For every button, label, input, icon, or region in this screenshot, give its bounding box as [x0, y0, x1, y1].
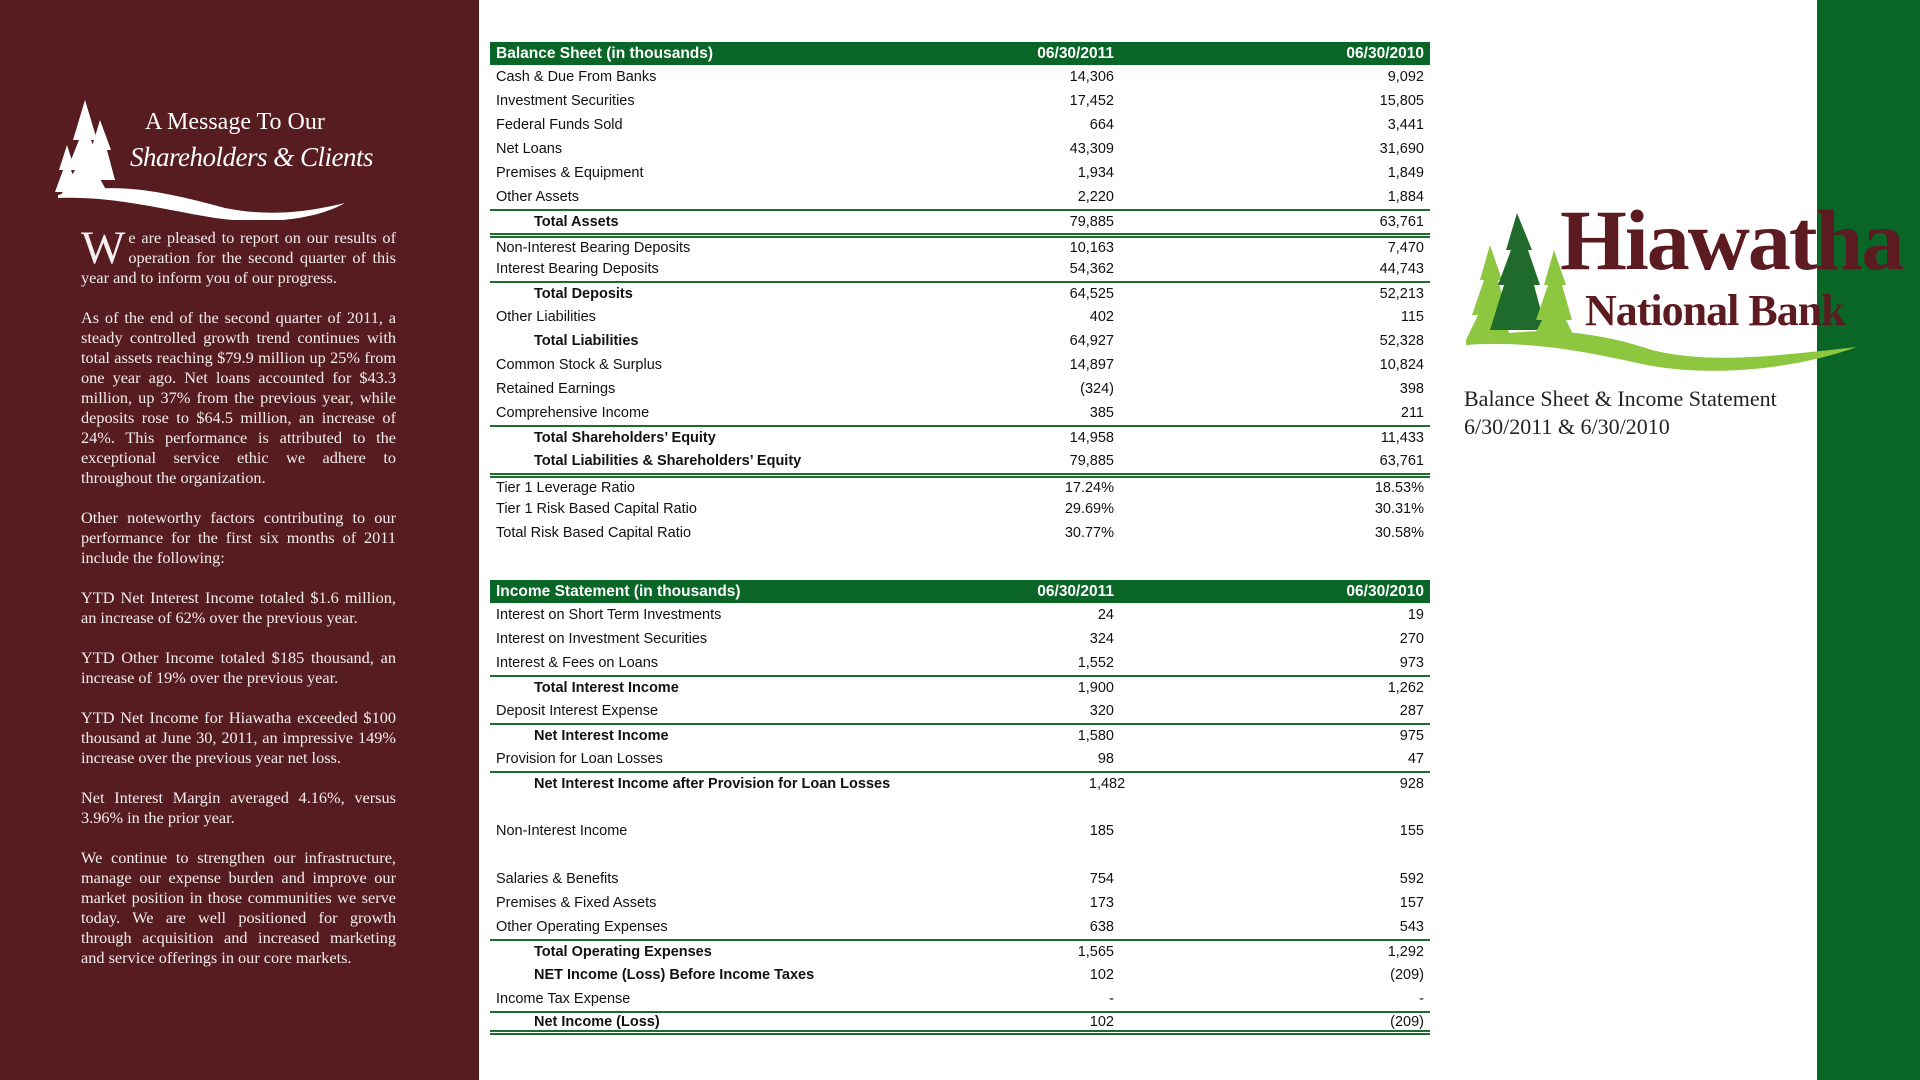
- value-2011: 30.77%: [1064, 525, 1114, 541]
- table-header: [490, 580, 1430, 603]
- column-header: Income Statement (in thousands): [496, 582, 741, 600]
- table-row: [490, 843, 1430, 867]
- letter-paragraph: Other noteworthy factors contributing to our performance for the first six months of 2011 include the following:: [81, 508, 396, 567]
- value-2011: 54,362: [1069, 261, 1114, 277]
- value-2011: 64,927: [1069, 333, 1114, 349]
- total-row: [490, 209, 1430, 233]
- row-label: Net Interest Income after Provision for Loan Losses: [534, 776, 891, 792]
- value-2010: 44,743: [1379, 261, 1424, 277]
- table-row: [490, 377, 1430, 401]
- dropcap: W: [81, 222, 126, 274]
- value-2010: 592: [1399, 871, 1424, 887]
- value-2011: 385: [1089, 405, 1114, 421]
- shareholder-message-panel: [0, 0, 479, 1080]
- letter-paragraph: YTD Net Interest Income totaled $1.6 million, an increase of 62% over the previous year.: [81, 588, 396, 627]
- value-2010: -: [1419, 991, 1424, 1007]
- value-2010: 157: [1399, 895, 1424, 911]
- column-header: Balance Sheet (in thousands): [496, 44, 714, 62]
- letter-paragraph: YTD Other Income totaled $185 thousand, an increase of 19% over the previous year.: [81, 648, 396, 687]
- value-2010: 11,433: [1380, 430, 1424, 446]
- value-2011: 79,885: [1069, 214, 1114, 230]
- row-label: Other Operating Expenses: [496, 919, 668, 935]
- row-label: Total Assets: [534, 214, 619, 230]
- row-label: Total Operating Expenses: [534, 944, 712, 960]
- value-2011: 14,897: [1069, 357, 1114, 373]
- table-header: [490, 42, 1430, 65]
- total-row: [490, 281, 1430, 305]
- subtitle-line2: 6/30/2011 & 6/30/2010: [1464, 414, 1670, 439]
- value-2011: 664: [1089, 117, 1114, 133]
- table-row: [490, 987, 1430, 1011]
- value-2011: 79,885: [1069, 453, 1114, 469]
- green-accent-bar: [1817, 0, 1920, 1080]
- table-row: [490, 521, 1430, 545]
- total-row: [490, 1011, 1430, 1035]
- value-2011: 402: [1089, 309, 1114, 325]
- value-2010: 287: [1399, 703, 1424, 719]
- row-label: Total Liabilities & Shareholders’ Equity: [534, 453, 802, 469]
- bank-logo-name-line2: National Bank: [1585, 286, 1845, 335]
- table-row: [490, 305, 1430, 329]
- letter-paragraph: As of the end of the second quarter of 2011, a steady controlled growth trend continues with total assets reaching $79.9 million up 25% from one year ago. Net loans accounted for $43.3 million, up 37% from the previous year, while deposits rose to $64.5 million, an increase of 24%. This performance is attributed to the exceptional service ethic we adhere to throughout the organization.: [81, 308, 396, 487]
- row-label: Net Loans: [496, 141, 563, 157]
- value-2011: -: [1109, 991, 1114, 1007]
- table-row: [490, 699, 1430, 723]
- value-2011: 29.69%: [1064, 501, 1114, 517]
- table-row: [490, 233, 1430, 257]
- value-2011: 324: [1089, 631, 1114, 647]
- value-2011: 320: [1089, 703, 1114, 719]
- table-row: [490, 915, 1430, 939]
- value-2011: 64,525: [1069, 286, 1114, 302]
- table-row: [490, 161, 1430, 185]
- table-row: [490, 603, 1430, 627]
- row-label: Federal Funds Sold: [496, 117, 623, 133]
- table-row: [490, 473, 1430, 497]
- value-2010: 3,441: [1387, 117, 1424, 133]
- value-2010: 19: [1407, 607, 1424, 623]
- value-2010: 47: [1407, 751, 1424, 767]
- bank-logo-name: Hiawatha: [1560, 192, 1903, 288]
- value-2011: 1,565: [1077, 944, 1114, 960]
- row-label: Investment Securities: [496, 93, 635, 109]
- value-2010: 398: [1399, 381, 1424, 397]
- total-row: [490, 425, 1430, 449]
- value-2010: (209): [1390, 967, 1424, 983]
- letter-paragraph: YTD Net Income for Hiawatha exceeded $100 thousand at June 30, 2011, an impressive 149% increase over the previous year net loss.: [81, 708, 396, 767]
- total-row: [490, 449, 1430, 473]
- letter-paragraph: Net Interest Margin averaged 4.16%, versus 3.96% in the prior year.: [81, 788, 396, 827]
- message-title: A Message To Our: [145, 109, 325, 135]
- value-2011: 14,306: [1069, 69, 1114, 85]
- value-2010: 31,690: [1379, 141, 1424, 157]
- value-2010: 63,761: [1379, 214, 1424, 230]
- row-label: Cash & Due From Banks: [496, 69, 657, 85]
- row-label: Premises & Equipment: [496, 165, 644, 181]
- value-2011: 638: [1089, 919, 1114, 935]
- table-row: [490, 747, 1430, 771]
- row-label: Interest & Fees on Loans: [496, 655, 659, 671]
- table-row: [490, 795, 1430, 819]
- value-2011: 102: [1089, 967, 1114, 983]
- table-row: [490, 867, 1430, 891]
- row-label: Total Shareholders’ Equity: [534, 430, 716, 446]
- value-2010: 30.31%: [1374, 501, 1424, 517]
- value-2011: 17,452: [1069, 93, 1114, 109]
- column-header: 06/30/2011: [1037, 582, 1114, 600]
- value-2010: 270: [1399, 631, 1424, 647]
- total-row: [490, 675, 1430, 699]
- subtitle-line1: Balance Sheet & Income Statement: [1464, 386, 1777, 411]
- column-header: 06/30/2010: [1346, 44, 1424, 62]
- row-label: Interest Bearing Deposits: [496, 261, 659, 277]
- table-row: [490, 627, 1430, 651]
- table-row: [490, 257, 1430, 281]
- table-row: [490, 113, 1430, 137]
- value-2010: 52,213: [1379, 286, 1424, 302]
- table-row: [490, 137, 1430, 161]
- value-2010: 30.58%: [1374, 525, 1424, 541]
- value-2011: 1,934: [1077, 165, 1114, 181]
- value-2011: 1,900: [1077, 680, 1114, 696]
- row-label: Other Liabilities: [496, 309, 596, 325]
- table-row: [490, 819, 1430, 843]
- letter-body: [81, 222, 396, 988]
- letter-paragraph: [81, 222, 396, 288]
- value-2010: 9,092: [1387, 69, 1424, 85]
- row-label: Total Deposits: [534, 286, 633, 302]
- value-2011: 2,220: [1077, 189, 1114, 205]
- row-label: Total Interest Income: [534, 680, 679, 696]
- letter-paragraph: We continue to strengthen our infrastructure, manage our expense burden and improve our market position in those communities we serve today. We are well positioned for growth through acquisition and increased marketing and service offerings in our core markets.: [81, 848, 396, 967]
- balance-sheet-table: [490, 42, 1430, 545]
- value-2010: (209): [1390, 1013, 1424, 1030]
- row-label: Salaries & Benefits: [496, 871, 619, 887]
- value-2010: 7,470: [1387, 239, 1424, 256]
- value-2011: (324): [1080, 381, 1114, 397]
- row-label: Comprehensive Income: [496, 405, 650, 421]
- value-2010: 115: [1400, 309, 1424, 325]
- row-label: Net Interest Income: [534, 728, 669, 744]
- table-row: [490, 89, 1430, 113]
- value-2011: 1,482: [1088, 776, 1126, 792]
- total-row: [490, 963, 1430, 987]
- column-header: 06/30/2011: [1037, 44, 1114, 62]
- row-label: Other Assets: [496, 189, 580, 205]
- table-row: [490, 497, 1430, 521]
- value-2010: 973: [1399, 655, 1424, 671]
- value-2011: 14,958: [1069, 430, 1114, 446]
- value-2010: 52,328: [1379, 333, 1424, 349]
- value-2011: 98: [1097, 751, 1114, 767]
- row-label: Net Income (Loss): [534, 1013, 660, 1030]
- income-statement-table: [490, 580, 1430, 1035]
- total-row: [490, 723, 1430, 747]
- table-row: [490, 65, 1430, 89]
- table-row: [490, 401, 1430, 425]
- value-2011: 1,580: [1077, 728, 1114, 744]
- row-label: Income Tax Expense: [496, 991, 631, 1007]
- paragraph-text: e are pleased to report on our results of operation for the second quarter of this year and to inform you of our progress.: [81, 228, 396, 287]
- row-label: Tier 1 Risk Based Capital Ratio: [496, 501, 697, 517]
- value-2010: 10,824: [1379, 357, 1424, 373]
- table-row: [490, 353, 1430, 377]
- value-2011: 17.24%: [1064, 479, 1114, 496]
- value-2011: 1,552: [1077, 655, 1114, 671]
- value-2011: 43,309: [1069, 141, 1114, 157]
- row-label: Total Risk Based Capital Ratio: [496, 525, 692, 541]
- value-2010: 18.53%: [1374, 479, 1424, 496]
- row-label: Deposit Interest Expense: [496, 703, 659, 719]
- value-2011: 102: [1089, 1013, 1114, 1030]
- value-2011: 754: [1089, 871, 1114, 887]
- value-2010: 211: [1400, 405, 1424, 421]
- row-label: Tier 1 Leverage Ratio: [496, 479, 635, 496]
- value-2011: 173: [1089, 895, 1114, 911]
- row-label: NET Income (Loss) Before Income Taxes: [534, 967, 815, 983]
- table-row: [490, 651, 1430, 675]
- value-2010: 1,292: [1387, 944, 1424, 960]
- report-subtitle: [1464, 385, 1777, 441]
- row-label: Interest on Short Term Investments: [496, 607, 722, 623]
- value-2010: 543: [1399, 919, 1424, 935]
- value-2011: 10,163: [1069, 239, 1114, 256]
- row-label: Premises & Fixed Assets: [496, 895, 657, 911]
- total-row: [490, 329, 1430, 353]
- value-2010: 928: [1399, 776, 1424, 792]
- message-subtitle: Shareholders & Clients: [130, 142, 373, 172]
- total-row: [490, 771, 1430, 795]
- row-label: Retained Earnings: [496, 381, 616, 397]
- row-label: Provision for Loan Losses: [496, 751, 663, 767]
- table-row: [490, 185, 1430, 209]
- value-2010: 975: [1399, 728, 1424, 744]
- value-2010: 15,805: [1379, 93, 1424, 109]
- row-label: Common Stock & Surplus: [496, 357, 663, 373]
- value-2010: 1,262: [1387, 680, 1424, 696]
- value-2011: 24: [1097, 607, 1114, 623]
- value-2011: 185: [1089, 823, 1114, 839]
- total-row: [490, 939, 1430, 963]
- row-label: Non-Interest Bearing Deposits: [496, 239, 691, 256]
- value-2010: 1,849: [1387, 165, 1424, 181]
- table-row: [490, 891, 1430, 915]
- row-label: Interest on Investment Securities: [496, 631, 708, 647]
- row-label: Total Liabilities: [534, 333, 639, 349]
- value-2010: 155: [1399, 823, 1424, 839]
- column-header: 06/30/2010: [1346, 582, 1424, 600]
- row-label: Non-Interest Income: [496, 823, 628, 839]
- value-2010: 1,884: [1387, 189, 1424, 205]
- value-2010: 63,761: [1379, 453, 1424, 469]
